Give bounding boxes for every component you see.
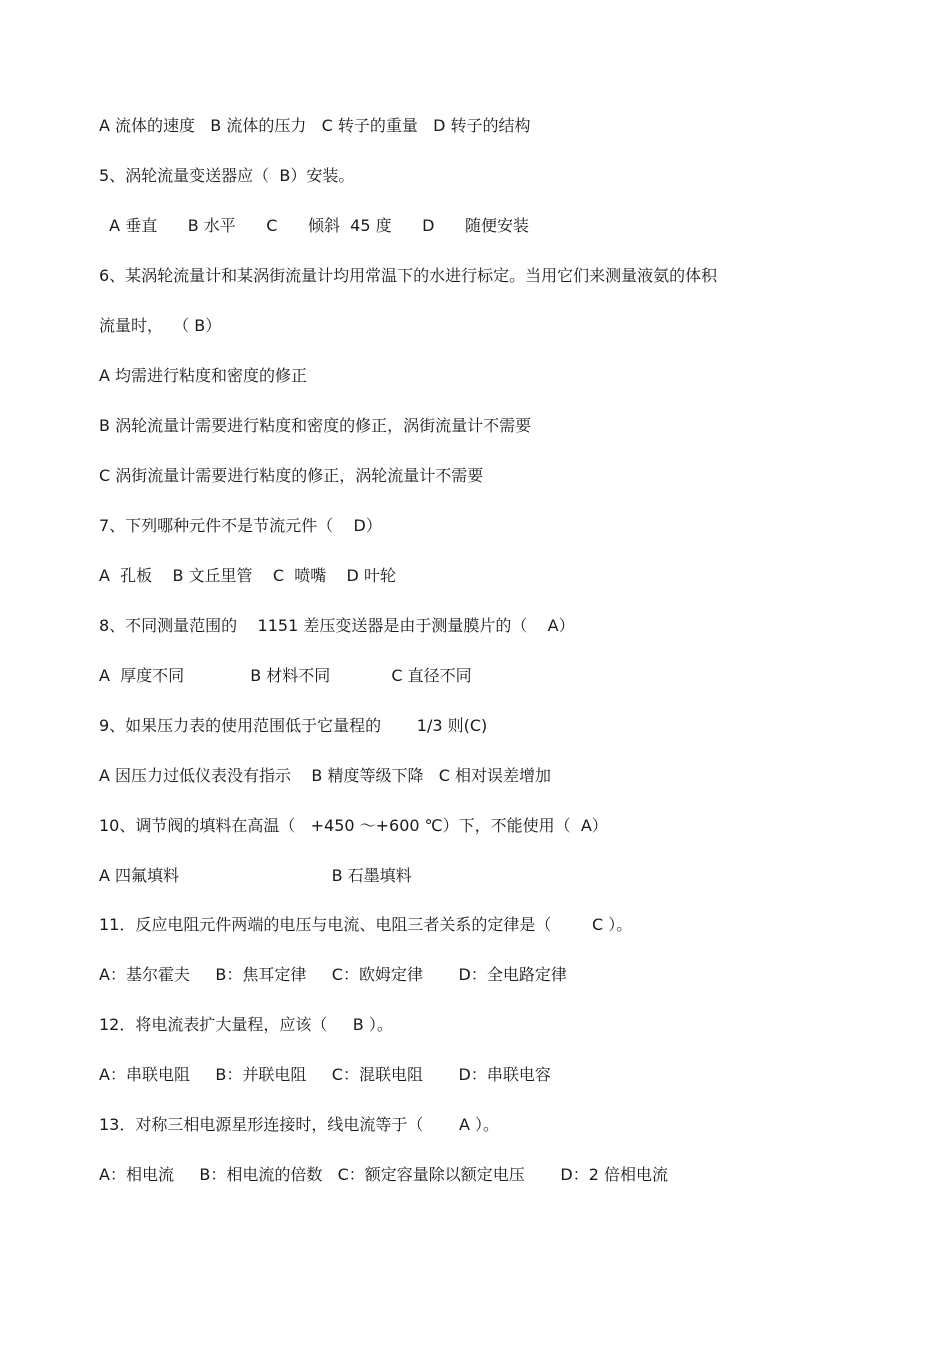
- answer-options-q10: A 四氟填料 B 石墨填料: [99, 866, 412, 885]
- question-5: 5、涡轮流量变送器应（ B）安装。: [99, 166, 355, 185]
- question-11: 11．反应电阻元件两端的电压与电流、电阻三者关系的定律是（ C ）。: [99, 915, 633, 934]
- question-8: 8、不同测量范围的 1151 差压变送器是由于测量膜片的（ A）: [99, 616, 575, 635]
- question-7: 7、下列哪种元件不是节流元件（ D）: [99, 516, 382, 535]
- answer-options-q7: A 孔板 B 文丘里管 C 喷嘴 D 叶轮: [99, 566, 396, 585]
- answer-options-q4: A 流体的速度 B 流体的压力 C 转子的重量 D 转子的结构: [99, 116, 531, 135]
- question-13: 13．对称三相电源星形连接时，线电流等于（ A ）。: [99, 1115, 499, 1134]
- answer-options-q13: A：相电流 B：相电流的倍数 C：额定容量除以额定电压 D：2 倍相电流: [99, 1165, 668, 1184]
- question-10: 10、调节阀的填料在高温（ +450 ～+600 ℃）下，不能使用（ A）: [99, 816, 608, 835]
- question-12: 12．将电流表扩大量程，应该（ B ）。: [99, 1015, 393, 1034]
- answer-option-q6-a: A 均需进行粘度和密度的修正: [99, 366, 308, 385]
- answer-options-q11: A：基尔霍夫 B：焦耳定律 C：欧姆定律 D：全电路定律: [99, 965, 567, 984]
- answer-option-q6-b: B 涡轮流量计需要进行粘度和密度的修正，涡街流量计不需要: [99, 416, 532, 435]
- question-6: 6、某涡轮流量计和某涡街流量计均用常温下的水进行标定。当用它们来测量液氨的体积: [99, 266, 718, 285]
- answer-option-q6-c: C 涡街流量计需要进行粘度的修正，涡轮流量计不需要: [99, 466, 484, 485]
- question-6-continued: 流量时， （ B）: [99, 316, 222, 335]
- question-9: 9、如果压力表的使用范围低于它量程的 1/3 则(C): [99, 716, 488, 735]
- answer-options-q5: A 垂直 B 水平 C 倾斜 45 度 D 随便安装: [99, 216, 529, 235]
- answer-options-q12: A：串联电阻 B：并联电阻 C：混联电阻 D：串联电容: [99, 1065, 551, 1084]
- answer-options-q9: A 因压力过低仪表没有指示 B 精度等级下降 C 相对误差增加: [99, 766, 551, 785]
- answer-options-q8: A 厚度不同 B 材料不同 C 直径不同: [99, 666, 472, 685]
